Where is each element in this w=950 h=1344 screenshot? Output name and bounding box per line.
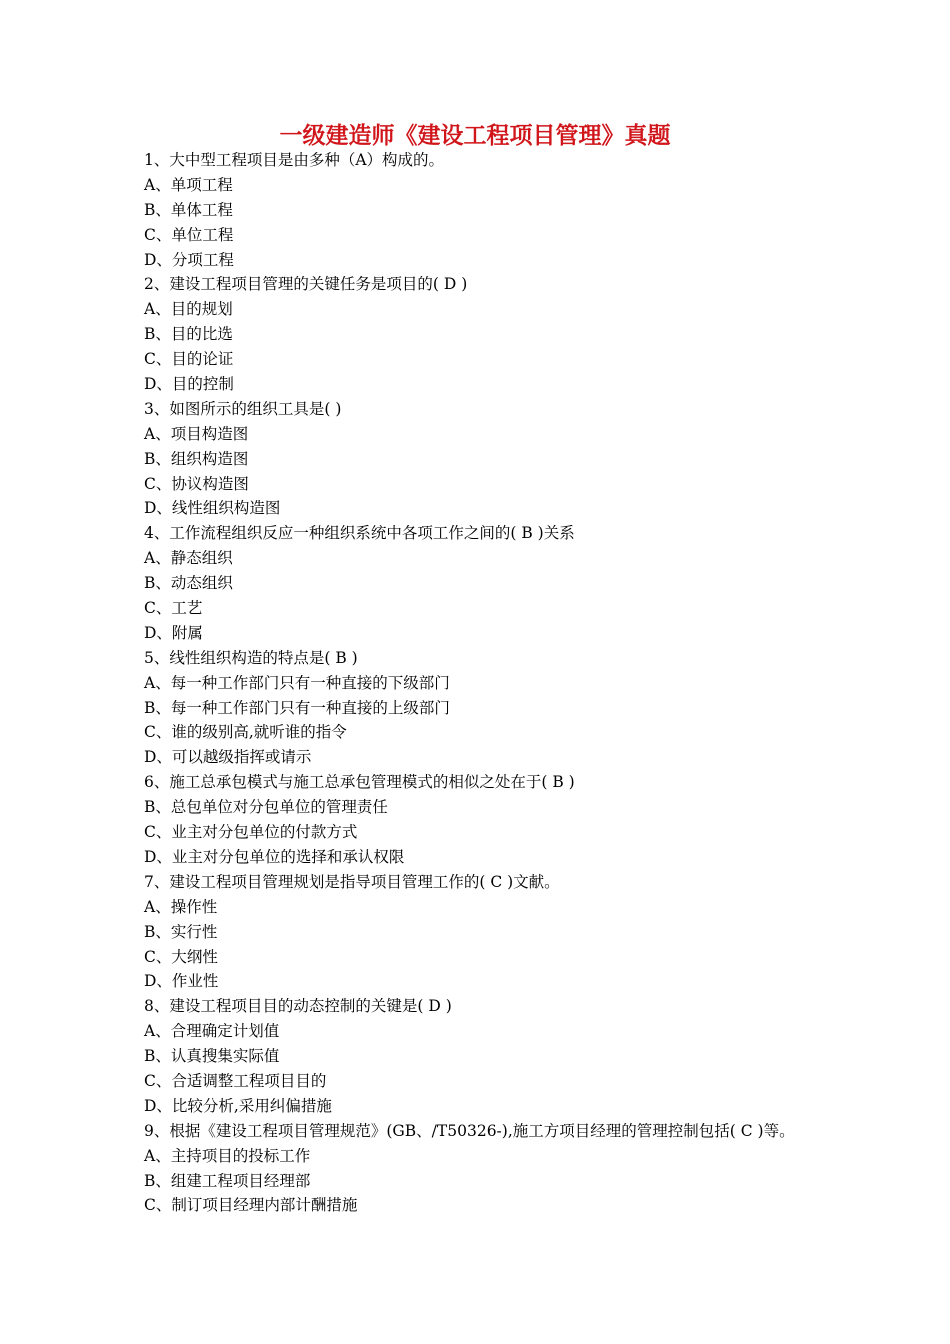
option-line: C、目的论证	[144, 350, 234, 369]
option-line: D、业主对分包单位的选择和承认权限	[144, 847, 405, 866]
option-line: B、组织构造图	[144, 449, 249, 468]
question-line: 5、线性组织构造的特点是( B )	[144, 648, 358, 667]
option-line: B、每一种工作部门只有一种直接的上级部门	[144, 698, 450, 717]
option-line: B、总包单位对分包单位的管理责任	[144, 798, 388, 817]
option-line: B、目的比选	[144, 325, 233, 344]
option-line: B、单体工程	[144, 200, 233, 219]
option-line: D、可以越级指挥或请示	[144, 748, 312, 767]
option-line: C、大纲性	[144, 947, 218, 966]
document-title: 一级建造师《建设工程项目管理》真题	[279, 123, 671, 149]
option-line: C、制订项目经理内部计酬措施	[144, 1196, 358, 1215]
option-line: A、静态组织	[144, 549, 233, 568]
option-line: A、主持项目的投标工作	[144, 1146, 311, 1165]
option-line: B、实行性	[144, 922, 218, 941]
question-line: 1、大中型工程项目是由多种（A）构成的。	[144, 151, 445, 169]
option-line: A、每一种工作部门只有一种直接的下级部门	[144, 673, 450, 692]
question-line: 4、工作流程组织反应一种组织系统中各项工作之间的( B )关系	[144, 524, 575, 543]
option-line: C、单位工程	[144, 225, 234, 244]
option-line: D、比较分析,采用纠偏措施	[144, 1096, 332, 1115]
option-line: C、谁的级别高,就听谁的指令	[144, 723, 347, 742]
question-line: 9、根据《建设工程项目管理规范》(GB、/T50326-),施工方项目经理的管理控制包括( C )等。	[144, 1121, 795, 1140]
option-line: D、附属	[144, 623, 203, 642]
option-line: C、合适调整工程项目目的	[144, 1071, 327, 1090]
option-line: A、单项工程	[144, 175, 233, 194]
question-line: 8、建设工程项目目的动态控制的关键是( D )	[144, 997, 452, 1016]
option-line: C、协议构造图	[144, 474, 249, 493]
option-line: A、项目构造图	[144, 424, 249, 443]
option-line: D、分项工程	[144, 250, 234, 269]
option-line: D、目的控制	[144, 375, 234, 394]
question-line: 6、施工总承包模式与施工总承包管理模式的相似之处在于( B )	[144, 773, 575, 792]
option-line: B、组建工程项目经理部	[144, 1171, 311, 1190]
question-list	[144, 148, 924, 1218]
option-line: B、认真搜集实际值	[144, 1047, 280, 1066]
question-line: 2、建设工程项目管理的关键任务是项目的( D )	[144, 275, 468, 294]
option-line: D、作业性	[144, 972, 219, 991]
option-line: B、动态组织	[144, 574, 233, 593]
question-line: 7、建设工程项目管理规划是指导项目管理工作的( C )文献。	[144, 872, 560, 891]
option-line: C、工艺	[144, 599, 203, 618]
option-line: A、操作性	[144, 897, 218, 916]
option-line: D、线性组织构造图	[144, 499, 281, 518]
question-line: 3、如图所示的组织工具是( )	[144, 399, 342, 418]
option-line: A、合理确定计划值	[144, 1022, 280, 1041]
option-line: C、业主对分包单位的付款方式	[144, 823, 358, 842]
option-line: A、目的规划	[144, 300, 233, 319]
